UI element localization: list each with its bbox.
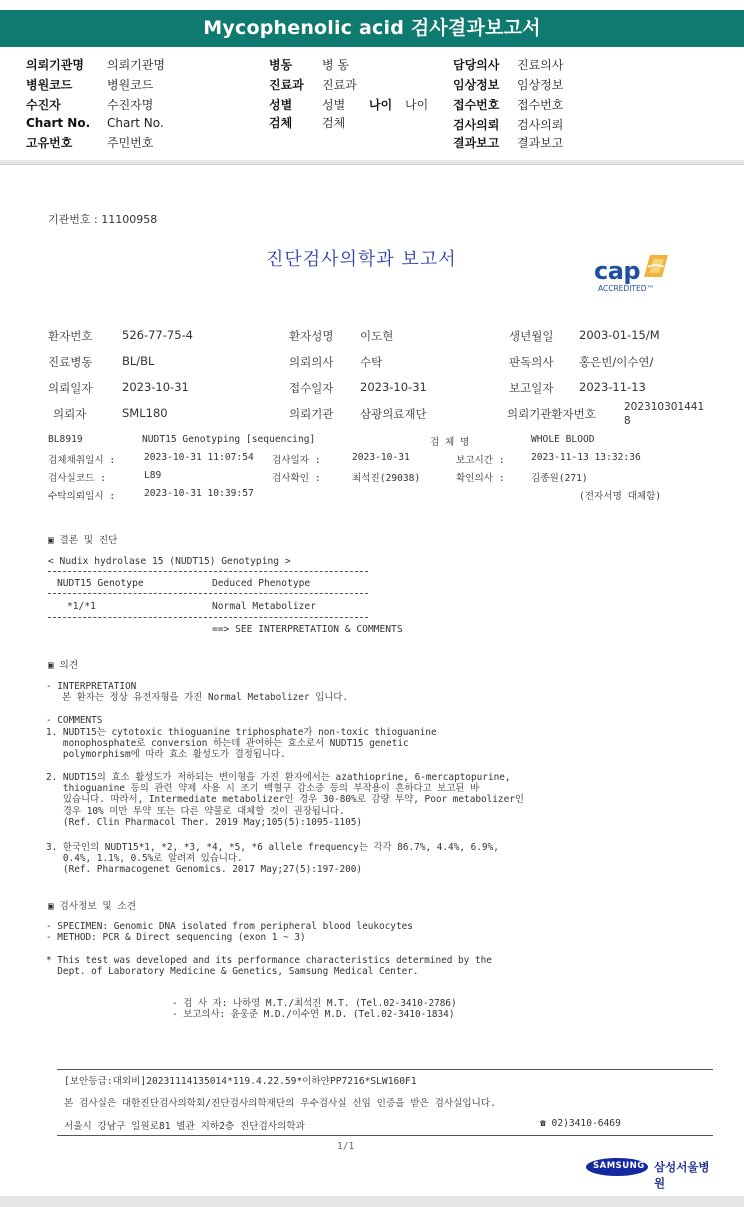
test-name: NUDT15 Genotyping [sequencing] [142,434,316,445]
section-conclusion-title: ▣ 결론 및 진단 [48,535,118,546]
hdr-value: 접수번호 [517,98,564,112]
hdr-value: 진료의사 [517,58,564,72]
department-title: 진단검사의학과 보고서 [266,249,457,270]
patient-value: 삼광의료재단 [360,407,427,421]
hdr-label: 병원코드 [26,78,73,92]
patient-label: 진료병동 [48,355,93,369]
phenotype-value: Normal Metabolizer [212,601,316,612]
comments-heading: - COMMENTS [46,715,103,726]
patient-value: 홍은빈/이수연/ [579,355,654,369]
page-number: 1/1 [337,1141,355,1152]
patient-label: 생년월일 [509,329,554,343]
section-opinion-title: ▣ 의견 [48,660,79,671]
esign-note: (전자서명 대체함) [579,491,662,502]
meta-label: 확인의사 : [456,473,505,484]
table-header-genotype: NUDT15 Genotype [57,578,144,589]
comment-2: 2. NUDT15의 효소 활성도가 저하되는 변이형을 가진 환자에서는 azathioprine, 6-mercaptopurine, thioguanine 등의 관련 약제 사용 시 조기 백혈구 감소증 등의 부작용이 흔하다고 보고된 바 있습니다. 따라서, Intermediate metabolizer인 경우 30-80%로 감량 투약, Poor metabolizer인 경우 10% 미만 투약 또는 다른 약물로 대체할 것이 권장됩니다. (Ref. Clin Pharmacol Ther. 2019 May;105(5):1095-1105) [46,772,524,828]
hdr-label: 검체 [269,116,293,130]
footer-bottom-rule [57,1135,713,1136]
hdr-label: 성별 [269,98,293,112]
patient-label: 의뢰의사 [289,355,334,369]
hdr-label: 병동 [269,58,293,72]
hdr-value: 검체 [322,116,346,130]
meta-value: 2023-11-13 13:32:36 [531,452,641,463]
patient-label: 의뢰자 [53,407,87,421]
security-line: [보안등급:대외비]20231114135014*119.4.22.59*이하얀PP7216*SLW160F1 [64,1076,417,1087]
patient-value: 526-77-75-4 [122,328,193,342]
header-info [0,53,744,157]
comment-1: 1. NUDT15는 cytotoxic thioguanine triphosphate가 non-toxic thioguanine monophosphate로 conversion 하는데 관여하는 효소로서 NUDT15 genetic polymorphism에 따라 효소 활성도가 결정됩니다. [46,727,437,761]
meta-value: 2023-10-31 [352,452,410,463]
section-testinfo-title: ▣ 검사정보 및 소견 [48,901,136,912]
hdr-label: Chart No. [26,116,91,130]
patient-label: 의뢰기관환자번호 [507,407,596,421]
hdr-label: 나이 [369,98,393,112]
patient-value: 2023-11-13 [579,380,646,394]
hdr-label: 의뢰기관명 [26,58,84,72]
patient-value: 이도현 [360,329,394,343]
hdr-label: 검사의뢰 [453,118,500,132]
hdr-value: 수진자명 [107,98,154,112]
interpretation-body: 본 환자는 정상 유전자형을 가진 Normal Metabolizer 입니다. [62,692,349,703]
hdr-label: 담당의사 [453,58,500,72]
patient-value: 수탁 [360,355,383,369]
samsung-wordmark: SAMSUNG [593,1161,645,1171]
hdr-value: 나이 [405,98,429,112]
meta-value: 김종원(271) [531,473,588,484]
cap-wordmark: cap [594,257,641,285]
meta-value: 2023-10-31 10:39:57 [144,488,254,499]
cap-accredited-logo [592,253,692,295]
patient-label: 의뢰일자 [48,381,93,395]
test-code: BL8919 [48,434,83,445]
hdr-label: 임상정보 [453,78,500,92]
hdr-label: 수진자 [26,98,61,112]
genotype-value: *1/*1 [67,601,96,612]
patient-value: 2023-10-31 [122,380,189,394]
meta-label: 검체채취일시 : [48,455,116,466]
specimen-method: - SPECIMEN: Genomic DNA isolated from peripheral blood leukocytes - METHOD: PCR & Direct sequencing (exon 1 ~ 3) [46,921,413,944]
report-title: Mycophenolic acid 검사결과보고서 [0,10,744,47]
patient-value: BL/BL [122,354,155,368]
meta-label: 수탁의뢰일시 : [48,491,116,502]
meta-value: L89 [144,470,162,481]
table-header-phenotype: Deduced Phenotype [212,578,311,589]
hdr-label: 결과보고 [453,136,500,150]
hdr-value: 검사의뢰 [517,118,564,132]
meta-label: 검사실코드 : [48,473,106,484]
hdr-value: 병 동 [322,58,349,72]
patient-label: 보고일자 [509,381,554,395]
specimen-label: 검 체 명 [430,437,470,448]
hdr-label: 접수번호 [453,98,500,112]
see-interpretation: ==> SEE INTERPRETATION & COMMENTS [212,624,403,635]
meta-value: 2023-10-31 11:07:54 [144,452,254,463]
hdr-value: 임상정보 [517,78,564,92]
staff-info: - 검 사 자: 나하영 M.T./최석진 M.T. (Tel.02-3410-2786) - 보고의사: 윤웅준 M.D./이수연 M.D. (Tel.02-3410-1834) [172,998,457,1021]
table-bottom-rule [48,617,368,618]
patient-label: 환자번호 [48,329,93,343]
samsung-hospital-logo [586,1156,716,1190]
hdr-label: 진료과 [269,78,304,92]
specimen-value: WHOLE BLOOD [531,434,595,445]
patient-label: 접수일자 [289,381,334,395]
hdr-value: Chart No. [107,116,164,130]
genotyping-subtitle: < Nudix hydrolase 15 (NUDT15) Genotyping > [48,556,291,567]
hdr-value: 결과보고 [517,136,564,150]
patient-value: 8 [624,415,631,427]
patient-label: 판독의사 [509,355,554,369]
meta-label: 검사일자 : [272,455,321,466]
lab-phone: ☎ 02)3410-6469 [540,1118,621,1129]
meta-label: 보고시간 : [456,455,505,466]
meta-label: 검사확인 : [272,473,321,484]
table-header-rule [48,593,368,594]
institution-number: 기관번호 : 11100958 [48,213,158,226]
hdr-value: 의뢰기관명 [107,58,165,72]
table-top-rule [48,571,368,572]
interpretation-heading: - INTERPRETATION [46,681,137,692]
meta-value: 최석진(29038) [352,473,421,484]
patient-value: 2003-01-15/M [579,328,660,342]
hdr-label: 고유번호 [26,136,73,150]
certification-note: 본 검사실은 대한진단검사의학회/진단검사의학재단의 우수검사실 신임 인증을 받은 검사실입니다. [64,1098,496,1109]
comment-3: 3. 한국인의 NUDT15*1, *2, *3, *4, *5, *6 allele frequency는 각각 86.7%, 4.4%, 6.9%, 0.4%, 1.1%, 0.5%로 알려져 있습니다. (Ref. Pharmacogenet Genomics. 2017 May;27(5):197-200) [46,842,499,876]
hdr-value: 진료과 [322,78,357,92]
patient-value: 202310301441 [624,401,705,413]
patient-value: SML180 [122,406,168,420]
patient-label: 환자성명 [289,329,334,343]
cap-accredited-text: ACCREDITED™ [598,284,655,293]
development-note: * This test was developed and its performance characteristics determined by the Dept. of Laboratory Medicine & Genetics, Samsung Medical Center. [46,955,492,978]
patient-label: 의뢰기관 [289,407,334,421]
footer-rule [57,1069,713,1070]
patient-value: 2023-10-31 [360,380,427,394]
lab-address: 서울시 강남구 일원로81 별관 지하2층 진단검사의학과 [64,1121,305,1132]
report-document [0,165,744,1195]
page-bottom-band [0,1196,744,1207]
hospital-name: 삼성서울병원 [654,1160,710,1190]
hdr-value: 주민번호 [107,136,154,150]
hdr-value: 성별 [322,98,346,112]
hdr-value: 병원코드 [107,78,154,92]
